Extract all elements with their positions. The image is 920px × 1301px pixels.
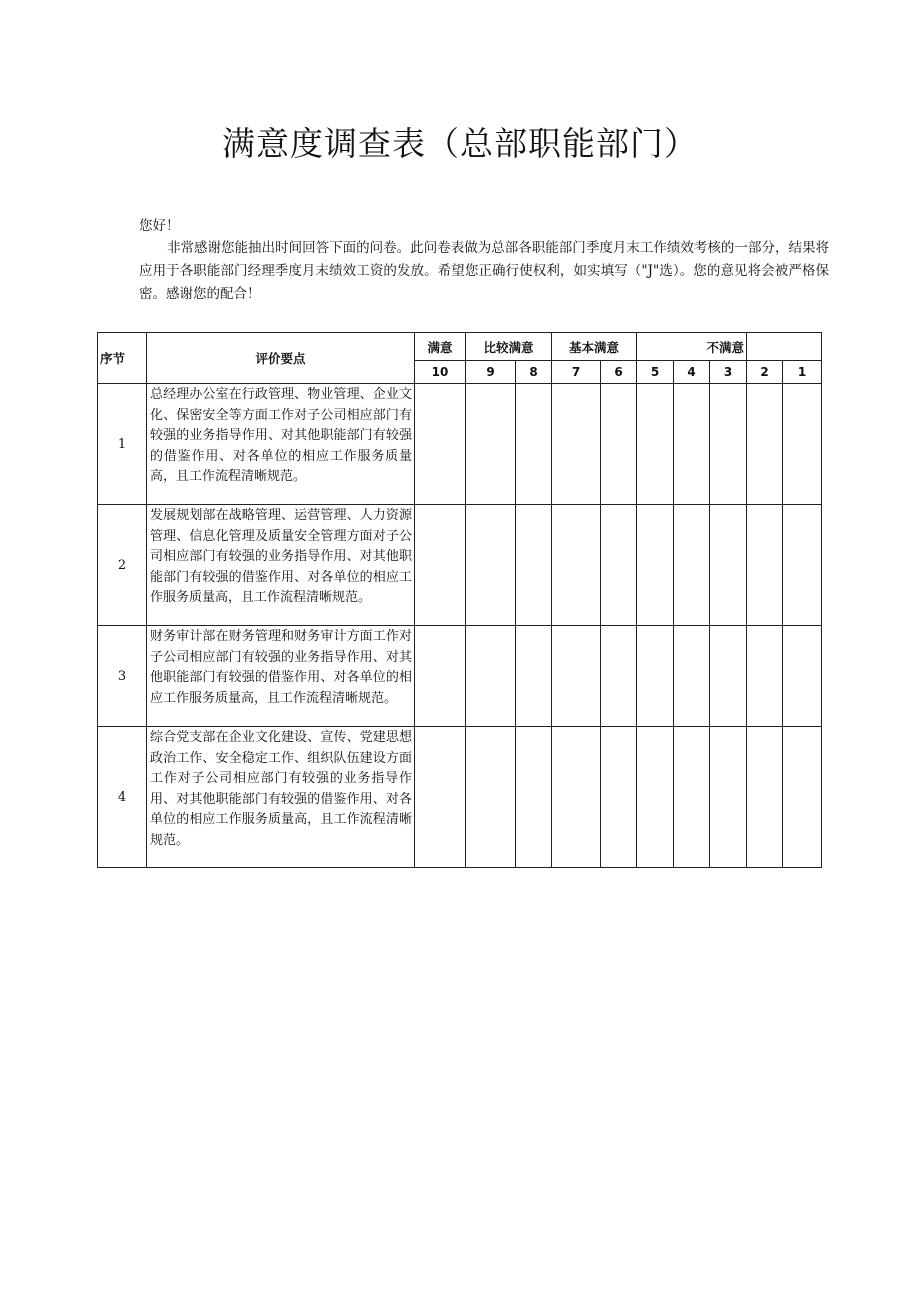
rating-cell[interactable] — [552, 727, 601, 868]
rating-cell[interactable] — [552, 626, 601, 727]
score-header: 6 — [601, 361, 637, 384]
rating-cell[interactable] — [674, 384, 710, 505]
rating-cell[interactable] — [747, 384, 783, 505]
rating-cell[interactable] — [516, 384, 552, 505]
row-criteria: 综合党支部在企业文化建设、宣传、党建思想政治工作、安全稳定工作、组织队伍建设方面工作对子公司相应部门有较强的业务指导作用、对其他职能部门有较强的借鉴作用、对各单位的相应工作服务质量高，且工作流程清晰规范。 — [147, 727, 415, 868]
page-title: 满意度调查表（总部职能部门） — [222, 124, 698, 163]
rating-cell[interactable] — [710, 384, 747, 505]
survey-table — [97, 332, 822, 868]
rating-cell[interactable] — [747, 727, 783, 868]
rating-cell[interactable] — [747, 505, 783, 626]
score-header: 7 — [552, 361, 601, 384]
rating-cell[interactable] — [552, 505, 601, 626]
score-header: 8 — [516, 361, 552, 384]
rating-cell[interactable] — [601, 626, 637, 727]
group-header-satisfied: 满意 — [415, 333, 466, 361]
row-seq: 1 — [98, 384, 147, 505]
col-header-item: 评价要点 — [147, 333, 415, 384]
group-header-basically-satisfied: 基本满意 — [552, 333, 637, 361]
score-header: 2 — [747, 361, 783, 384]
score-header: 5 — [637, 361, 674, 384]
rating-cell[interactable] — [674, 727, 710, 868]
row-seq: 3 — [98, 626, 147, 727]
score-header: 10 — [415, 361, 466, 384]
rating-cell[interactable] — [466, 505, 516, 626]
rating-cell[interactable] — [552, 384, 601, 505]
row-criteria: 财务审计部在财务管理和财务审计方面工作对子公司相应部门有较强的业务指导作用、对其他职能部门有较强的借鉴作用、对各单位的相应工作服务质量高，且工作流程清晰规范。 — [147, 626, 415, 727]
group-header-fairly-satisfied: 比较满意 — [466, 333, 552, 361]
intro-paragraph: 非常感谢您能抽出时间回答下面的问卷。此问卷表做为总部各职能部门季度月末工作绩效考核的一部分，结果将应用于各职能部门经理季度月末绩效工资的发放。希望您正确行使权利，如实填写（"J"选）。您的意见将会被严格保密。感谢您的配合！ — [139, 240, 829, 302]
group-header-blank — [747, 333, 822, 361]
rating-cell[interactable] — [674, 505, 710, 626]
table-row — [98, 505, 822, 626]
rating-cell[interactable] — [637, 727, 674, 868]
header-row-groups — [98, 333, 822, 361]
row-criteria: 发展规划部在战略管理、运营管理、人力资源管理、信息化管理及质量安全管理方面对子公司相应部门有较强的业务指导作用、对其他职能部门有较强的借鉴作用、对各单位的相应工作服务质量高，且工作流程清晰规范。 — [147, 505, 415, 626]
rating-cell[interactable] — [415, 727, 466, 868]
rating-cell[interactable] — [415, 505, 466, 626]
rating-cell[interactable] — [516, 727, 552, 868]
table-row — [98, 727, 822, 868]
score-header: 3 — [710, 361, 747, 384]
rating-cell[interactable] — [674, 626, 710, 727]
score-header: 1 — [783, 361, 822, 384]
rating-cell[interactable] — [710, 505, 747, 626]
rating-cell[interactable] — [601, 727, 637, 868]
rating-cell[interactable] — [601, 505, 637, 626]
rating-cell[interactable] — [601, 384, 637, 505]
rating-cell[interactable] — [637, 505, 674, 626]
greeting: 您好！ — [139, 218, 180, 234]
score-header: 9 — [466, 361, 516, 384]
rating-cell[interactable] — [466, 727, 516, 868]
table-row — [98, 384, 822, 505]
row-seq: 2 — [98, 505, 147, 626]
row-criteria: 总经理办公室在行政管理、物业管理、企业文化、保密安全等方面工作对子公司相应部门有较强的业务指导作用、对其他职能部门有较强的借鉴作用、对各单位的相应工作服务质量高，且工作流程清晰规范。 — [147, 384, 415, 505]
table-row — [98, 626, 822, 727]
rating-cell[interactable] — [747, 626, 783, 727]
score-header: 4 — [674, 361, 710, 384]
rating-cell[interactable] — [783, 727, 822, 868]
rating-cell[interactable] — [637, 626, 674, 727]
group-header-unsatisfied: 不满意 — [637, 333, 747, 361]
rating-cell[interactable] — [415, 384, 466, 505]
rating-cell[interactable] — [783, 505, 822, 626]
rating-cell[interactable] — [466, 626, 516, 727]
rating-cell[interactable] — [710, 727, 747, 868]
rating-cell[interactable] — [710, 626, 747, 727]
row-seq: 4 — [98, 727, 147, 868]
rating-cell[interactable] — [783, 384, 822, 505]
rating-cell[interactable] — [466, 384, 516, 505]
rating-cell[interactable] — [516, 626, 552, 727]
rating-cell[interactable] — [516, 505, 552, 626]
col-header-seq: 序节 — [98, 333, 147, 384]
rating-cell[interactable] — [637, 384, 674, 505]
rating-cell[interactable] — [415, 626, 466, 727]
rating-cell[interactable] — [783, 626, 822, 727]
